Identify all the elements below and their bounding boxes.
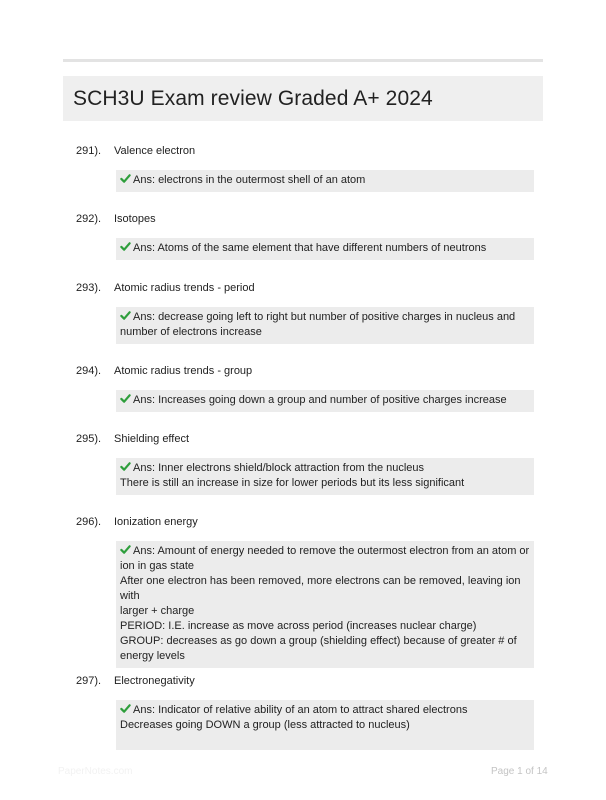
answer-text: Ans: Increases going down a group and number of positive charges increase bbox=[133, 394, 507, 406]
question-number: 296). bbox=[76, 516, 102, 528]
check-icon bbox=[120, 461, 131, 472]
answer-box bbox=[116, 307, 534, 344]
answer-line: Decreases going DOWN a group (less attracted to nucleus) bbox=[120, 719, 410, 731]
answer-line bbox=[120, 173, 530, 188]
question-number: 295). bbox=[76, 433, 102, 445]
answer-line: energy levels bbox=[120, 650, 185, 662]
answer-line: There is still an increase in size for lower periods but its less significant bbox=[120, 477, 465, 489]
question-term: Shielding effect bbox=[114, 433, 190, 445]
question-term: Ionization energy bbox=[114, 516, 198, 528]
answer-box bbox=[116, 170, 534, 192]
footer-watermark: PaperNotes.com bbox=[58, 766, 133, 777]
title-banner bbox=[63, 76, 543, 121]
check-icon bbox=[120, 241, 131, 252]
question-term: Isotopes bbox=[114, 213, 156, 225]
check-icon bbox=[120, 173, 131, 184]
question-number: 293). bbox=[76, 282, 102, 294]
check-icon bbox=[120, 544, 131, 555]
question-number: 291). bbox=[76, 145, 102, 157]
answer-box bbox=[116, 541, 534, 668]
answer-text: Ans: Indicator of relative ability of an atom to attract shared electrons bbox=[133, 704, 468, 716]
answer-text: Ans: Atoms of the same element that have different numbers of neutrons bbox=[133, 242, 487, 254]
answer-line: GROUP: decreases as go down a group (shielding effect) because of greater # of bbox=[120, 635, 517, 647]
page-number: Page 1 of 14 bbox=[491, 766, 548, 777]
question-number: 292). bbox=[76, 213, 102, 225]
top-rule bbox=[63, 59, 543, 62]
answer-text: Ans: electrons in the outermost shell of an atom bbox=[133, 174, 366, 186]
answer-box bbox=[116, 458, 534, 495]
answer-text: Ans: decrease going left to right but number of positive charges in nucleus and bbox=[133, 311, 516, 323]
answer-line: number of electrons increase bbox=[120, 326, 262, 338]
answer-line: ion in gas state bbox=[120, 560, 194, 572]
answer-line bbox=[120, 241, 530, 256]
check-icon bbox=[120, 393, 131, 404]
answer-line bbox=[120, 310, 530, 325]
answer-box bbox=[116, 700, 534, 750]
check-icon bbox=[120, 310, 131, 321]
answer-line bbox=[120, 393, 530, 408]
answer-line bbox=[120, 461, 530, 476]
question-term: Atomic radius trends - group bbox=[114, 365, 253, 377]
answer-line bbox=[120, 703, 530, 718]
answer-line: larger + charge bbox=[120, 605, 195, 617]
check-icon bbox=[120, 703, 131, 714]
question-number: 294). bbox=[76, 365, 102, 377]
answer-box bbox=[116, 238, 534, 260]
question-term: Electronegativity bbox=[114, 675, 195, 687]
question-term: Valence electron bbox=[114, 145, 196, 157]
answer-line bbox=[120, 544, 530, 559]
question-number: 297). bbox=[76, 675, 102, 687]
answer-box bbox=[116, 390, 534, 412]
answer-line: PERIOD: I.E. increase as move across period (increases nuclear charge) bbox=[120, 620, 477, 632]
question-term: Atomic radius trends - period bbox=[114, 282, 255, 294]
answer-line: After one electron has been removed, more electrons can be removed, leaving ion with bbox=[120, 575, 521, 602]
answer-text: Ans: Amount of energy needed to remove the outermost electron from an atom or bbox=[133, 545, 530, 557]
document-title: SCH3U Exam review Graded A+ 2024 bbox=[73, 86, 433, 110]
answer-text: Ans: Inner electrons shield/block attraction from the nucleus bbox=[133, 462, 425, 474]
